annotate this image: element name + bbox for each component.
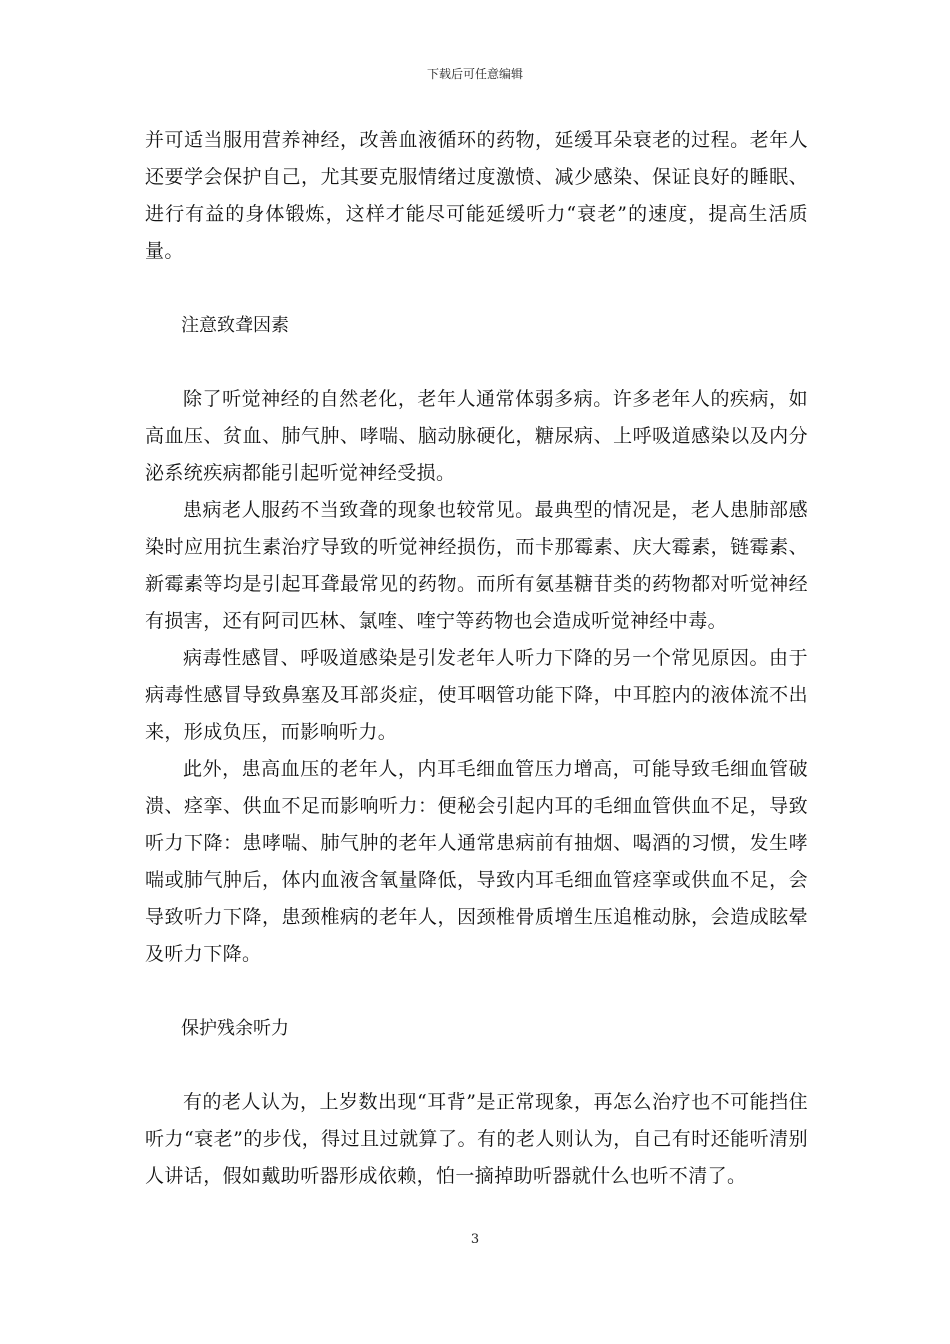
section-heading: 注意致聋因素 <box>181 315 289 336</box>
spacer <box>145 270 808 307</box>
body-paragraph: 病毒性感冒、呼吸道感染是引发老年人听力下降的另一个常见原因。由于病毒性感冒导致鼻塞及耳部炎症，使耳咽管功能下降，中耳腔内的液体流不出来，形成负压，而影响听力。 <box>145 647 808 743</box>
document-body <box>145 122 808 1195</box>
page-number: 3 <box>470 1232 480 1247</box>
section-heading: 保护残余听力 <box>181 1018 289 1039</box>
body-paragraph: 除了听觉神经的自然老化，老年人通常体弱多病。许多老年人的疾病，如高血压、贫血、肺气肿、哮喘、脑动脉硬化，糖尿病、上呼吸道感染以及内分泌系统疾病都能引起听觉神经受损。 <box>145 388 808 484</box>
spacer <box>145 344 808 381</box>
body-paragraph: 并可适当服用营养神经，改善血液循环的药物，延缓耳朵衰老的过程。老年人还要学会保护自己，尤其要克服情绪过度激愤、减少感染、保证良好的睡眠、进行有益的身体锻炼，这样才能尽可能延缓听力“衰老”的速度，提高生活质量。 <box>145 129 808 262</box>
body-paragraph: 此外，患高血压的老年人，内耳毛细血管压力增高，可能导致毛细血管破溃、痉挛、供血不足而影响听力：便秘会引起内耳的毛细血管供血不足，导致听力下降：患哮喘、肺气肿的老年人通常患病前有抽烟、喝酒的习惯，发生哮喘或肺气肿后，体内血液含氧量降低，导致内耳毛细血管痉挛或供血不足，会导致听力下降，患颈椎病的老年人，因颈椎骨质增生压追椎动脉，会造成眩晕及听力下降。 <box>145 758 808 965</box>
spacer <box>145 1047 808 1084</box>
body-paragraph: 有的老人认为，上岁数出现“耳背”是正常现象，再怎么治疗也不可能挡住听力“衰老”的步伐，得过且过就算了。有的老人则认为，自己有时还能听清别人讲话，假如戴助听器形成依赖，怕一摘掉助听器就什么也听不清了。 <box>145 1091 808 1187</box>
spacer <box>145 973 808 1010</box>
page-header: 下载后可任意编辑 <box>426 67 523 81</box>
body-paragraph: 患病老人服药不当致聋的现象也较常见。最典型的情况是，老人患肺部感染时应用抗生素治疗导致的听觉神经损伤，而卡那霉素、庆大霉素，链霉素、新霉素等均是引起耳聋最常见的药物。而所有氨基糖苷类的药物都对听觉神经有损害，还有阿司匹林、氯喹、喹宁等药物也会造成听觉神经中毒。 <box>145 499 808 632</box>
